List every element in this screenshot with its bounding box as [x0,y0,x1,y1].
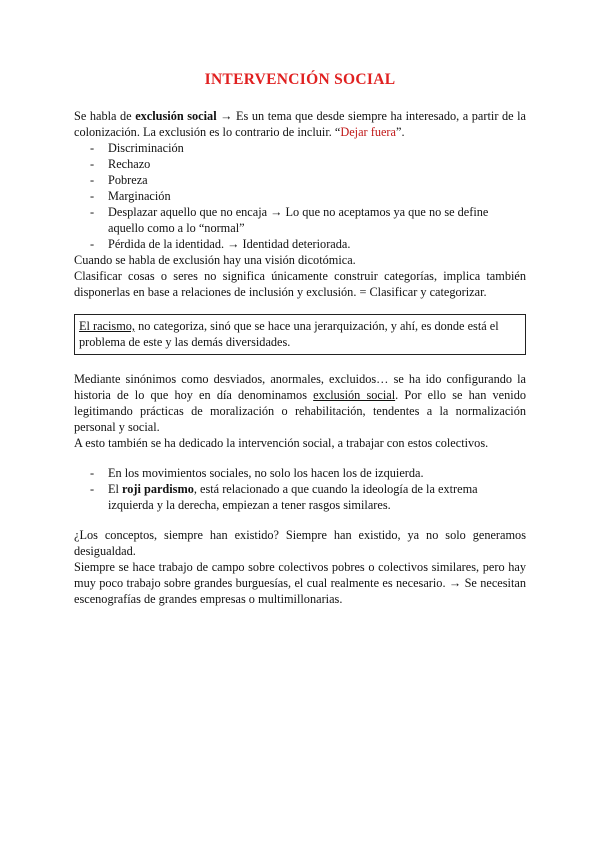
list-item [74,236,526,252]
list-item [74,481,526,513]
list-item-text: Desplazar aquello que no encaja → Lo que no aceptamos ya que no se define aquello como a lo “normal” [108,205,489,235]
text-run: Mediante sinónimos como desviados, anormales, excluidos… se ha ido configurando la historia de lo que hoy en día denominamos [74,372,526,402]
paragraph-concepts: ¿Los conceptos, siempre han existido? Siempre han existido, ya no solo generamos desigualdad. [74,528,526,558]
spacer [74,513,526,527]
list-item [74,140,526,156]
page-title: INTERVENCIÓN SOCIAL [204,71,396,88]
paragraph-classify: Clasificar cosas o seres no significa únicamente construir categorías, implica también disponerlas en base a relaciones de inclusión y exclusión. = Clasificar y categorizar. [74,269,526,299]
underlined-racism: El racismo, [79,319,136,333]
text-run: Se habla de [74,109,136,123]
text-run: El [108,482,123,496]
text-run: , está relacionado a que cuando la ideología de la extrema izquierda y la derecha, empiezan a tener rasgos similares. [108,482,478,512]
dash-bullet: - [90,237,95,251]
spacer [74,451,526,465]
list-item-text: Pobreza [108,173,148,187]
dash-bullet: - [90,157,95,171]
paragraph-exclusion-intro [74,108,526,140]
list-item [74,465,526,481]
text-run: → Es un tema que desde siempre ha interesado, a partir de la colonización. La exclusión es lo contrario de incluir. “ [74,109,526,139]
movements-list [74,465,526,513]
list-item [74,188,526,204]
paragraph-fieldwork: Siempre se hace trabajo de campo sobre colectivos pobres o colectivos similares, pero hay muy poco trabajo sobre grandes burguesías, el cual realmente es necesario. → Se necesitan escenografías de grandes empresas o multimillonarias. [74,560,526,606]
underlined-exclusion-social: exclusión social [313,388,396,402]
text-run: . Por ello se han venido legitimando prácticas de moralización o rehabilitación, tendentes a la normalización personal y social. [74,388,526,434]
dash-bullet: - [90,466,95,480]
dash-bullet: - [90,141,95,155]
list-item-text: Discriminación [108,141,184,155]
bold-term-exclusion-social: exclusión social [135,109,217,123]
racism-note-box [74,314,526,355]
list-item [74,156,526,172]
text-run: ”. [395,125,405,139]
list-item-text: Pérdida de la identidad. → Identidad deteriorada. [108,237,351,251]
bold-term-roji-pardismo: roji pardismo [122,482,194,496]
list-item-text: Marginación [108,189,171,203]
paragraph-synonyms [74,371,526,435]
dash-bullet: - [90,482,95,496]
dash-bullet: - [90,189,95,203]
list-item [74,172,526,188]
paragraph-intervention: A esto también se ha dedicado la intervención social, a trabajar con estos colectivos. [74,436,489,450]
dash-bullet: - [90,205,95,219]
exclusion-list [74,140,526,252]
highlight-dejar-fuera: Dejar fuera [340,125,396,139]
list-item [74,204,526,236]
racism-note-text: no categoriza, sinó que se hace una jerarquización, y ahí, es donde está el problema de este y las demás diversidades. [79,319,499,349]
document-body [74,108,526,607]
dash-bullet: - [90,173,95,187]
list-item-text: En los movimientos sociales, no solo los hacen los de izquierda. [108,466,424,480]
paragraph-dichotomy: Cuando se habla de exclusión hay una visión dicotómica. [74,253,356,267]
list-item-text: Rechazo [108,157,151,171]
